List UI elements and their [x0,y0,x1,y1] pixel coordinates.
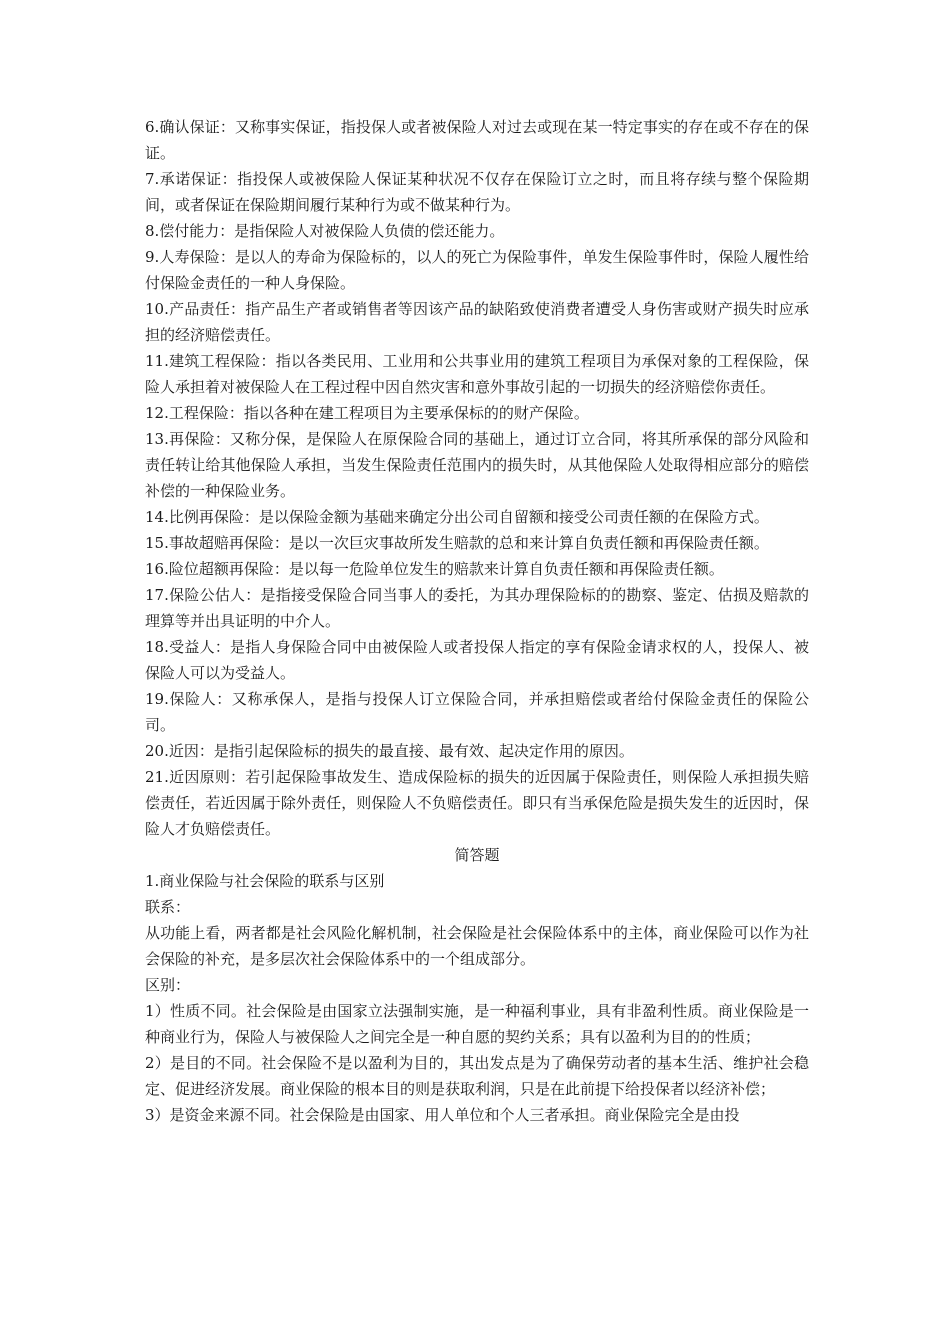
difference-label: 区别： [145,976,191,994]
definition-20: 20.近因：是指引起保险标的损失的最直接、最有效、起决定作用的原因。 [145,742,634,760]
definition-14: 14.比例再保险：是以保险金额为基础来确定分出公司自留额和接受公司责任额的在保险方式。 [145,508,769,526]
definition-11: 11.建筑工程保险：指以各类民用、工业用和公共事业用的建筑工程项目为承保对象的工程保险，保险人承担着对被保险人在工程过程中因自然灾害和意外事故引起的一切损失的经济赔偿你责任。 [145,352,809,396]
difference-2: 2）是目的不同。社会保险不是以盈利为目的，其出发点是为了确保劳动者的基本生活、维护社会稳定、促进经济发展。商业保险的根本目的则是获取利润，只是在此前提下给投保者以经济补偿； [145,1054,809,1098]
definition-10: 10.产品责任：指产品生产者或销售者等因该产品的缺陷致使消费者遭受人身伤害或财产损失时应承担的经济赔偿责任。 [145,300,809,344]
connection-label: 联系： [145,898,191,916]
difference-3: 3）是资金来源不同。社会保险是由国家、用人单位和个人三者承担。商业保险完全是由投 [145,1106,740,1124]
definition-17: 17.保险公估人：是指接受保险合同当事人的委托，为其办理保险标的的勘察、鉴定、估损及赔款的理算等并出具证明的中介人。 [145,586,809,630]
document-page [145,114,809,1128]
definition-6: 6.确认保证：又称事实保证，指投保人或者被保险人对过去或现在某一特定事实的存在或不存在的保证。 [145,118,809,162]
definition-8: 8.偿付能力：是指保险人对被保险人负债的偿还能力。 [145,222,505,240]
section-title: 简答题 [454,846,500,864]
question-title: 1.商业保险与社会保险的联系与区别 [145,872,385,890]
connection-text: 从功能上看，两者都是社会风险化解机制，社会保险是社会保险体系中的主体，商业保险可以作为社会保险的补充，是多层次社会保险体系中的一个组成部分。 [145,924,809,968]
definition-13: 13.再保险：又称分保，是保险人在原保险合同的基础上，通过订立合同，将其所承保的部分风险和责任转让给其他保险人承担，当发生保险责任范围内的损失时，从其他保险人处取得相应部分的赔偿补偿的一种保险业务。 [145,430,809,500]
definition-19: 19.保险人：又称承保人，是指与投保人订立保险合同，并承担赔偿或者给付保险金责任的保险公司。 [145,690,809,734]
definition-12: 12.工程保险：指以各种在建工程项目为主要承保标的的财产保险。 [145,404,589,422]
definition-16: 16.险位超额再保险：是以每一危险单位发生的赔款来计算自负责任额和再保险责任额。 [145,560,724,578]
definition-15: 15.事故超赔再保险：是以一次巨灾事故所发生赔款的总和来计算自负责任额和再保险责任额。 [145,534,769,552]
definition-18: 18.受益人：是指人身保险合同中由被保险人或者投保人指定的享有保险金请求权的人，投保人、被保险人可以为受益人。 [145,638,809,682]
difference-1: 1）性质不同。社会保险是由国家立法强制实施，是一种福利事业，具有非盈利性质。商业保险是一种商业行为，保险人与被保险人之间完全是一种自愿的契约关系；具有以盈利为目的的性质； [145,1002,809,1046]
definition-9: 9.人寿保险：是以人的寿命为保险标的，以人的死亡为保险事件，单发生保险事件时，保险人履性给付保险金责任的一种人身保险。 [145,248,809,292]
definition-7: 7.承诺保证：指投保人或被保险人保证某种状况不仅存在保险订立之时，而且将存续与整个保险期间，或者保证在保险期间履行某种行为或不做某种行为。 [145,170,809,214]
definition-21: 21.近因原则：若引起保险事故发生、造成保险标的损失的近因属于保险责任，则保险人承担损失赔偿责任，若近因属于除外责任，则保险人不负赔偿责任。即只有当承保危险是损失发生的近因时，保险人才负赔偿责任。 [145,768,809,838]
